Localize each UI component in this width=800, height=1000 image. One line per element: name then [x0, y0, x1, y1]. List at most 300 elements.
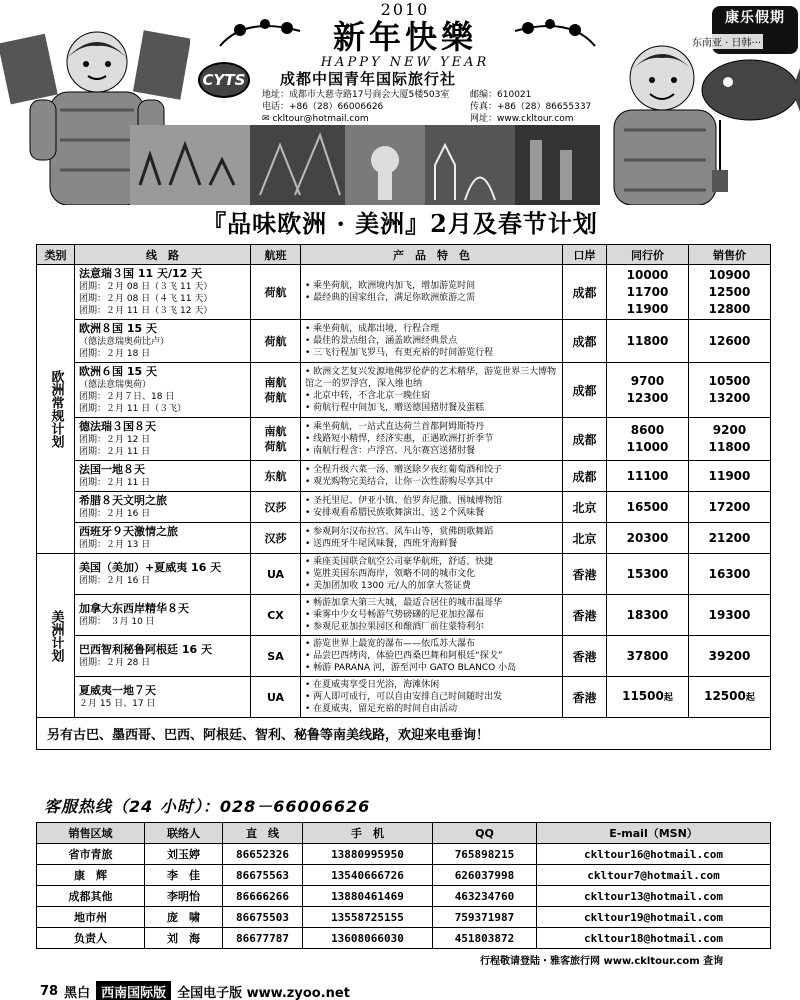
route-detail: 团期：２月 12 日 — [79, 435, 151, 445]
feature-item — [305, 433, 558, 445]
route-name: 法国一地８天 — [79, 463, 145, 476]
contact-header-cell: 直 线 — [223, 823, 303, 844]
airline-cell — [251, 461, 301, 492]
bullet-icon: • — [305, 403, 314, 413]
feature-text: 乘座美国联合航空公司豪华航班，舒适、快捷 — [313, 557, 494, 567]
port-cell: 成都 — [563, 320, 607, 363]
airline-name: UA — [266, 690, 285, 704]
airline-name: 荷航 — [264, 440, 287, 453]
feature-item — [305, 556, 558, 568]
address-line: 地址：成都市大慈寺路17号商会大厦5楼503室 — [262, 90, 450, 100]
peer-price-cell — [607, 677, 689, 718]
feature-text: 参观尼亚加拉果园区和酿酒厂前往蒙特利尔 — [313, 622, 485, 632]
feature-text: 在夏威夷享受日光浴，海滩休闲 — [313, 680, 440, 690]
postcode-line: 邮编：610021 — [470, 90, 532, 100]
price-value: 15300 — [626, 566, 669, 581]
port-cell: 香港 — [563, 595, 607, 636]
feature-text: 荷航行程中间加飞，赠送德国猪肘餐及蛋糕 — [313, 403, 485, 413]
header-peer-price: 同行价 — [607, 245, 689, 265]
feature-text: 游览世界上最宽的瀑布——依瓜苏大瀑布 — [313, 639, 476, 649]
landmark-photo-strip — [130, 125, 600, 205]
mail-icon: ✉ — [262, 114, 273, 124]
price-value: 11900 — [708, 468, 751, 483]
airline-cell — [251, 492, 301, 523]
feature-item — [305, 495, 558, 507]
feature-item — [305, 538, 558, 550]
airline-name: 南航 — [264, 425, 287, 438]
feature-item — [305, 421, 558, 433]
price-value: 16300 — [708, 566, 751, 581]
header-retail-price: 销售价 — [689, 245, 771, 265]
contact-row — [37, 907, 771, 928]
feature-item — [305, 609, 558, 621]
brand-subtitle: 东南亚 · 日韩··· — [690, 34, 763, 49]
plum-blossom-right-decoration — [510, 6, 600, 56]
price-value: 11700 — [626, 284, 669, 299]
itinerary-row — [37, 492, 771, 523]
features-cell — [301, 636, 563, 677]
bullet-icon: • — [305, 281, 314, 291]
retail-price — [689, 566, 770, 583]
itinerary-row — [37, 677, 771, 718]
category-cell — [37, 554, 75, 718]
direct-line: 86675503 — [223, 907, 303, 928]
airline-name: CX — [267, 608, 284, 622]
peer-price-cell — [607, 363, 689, 418]
feature-text: 送西班牙牛尾风味餐，西班牙海鲜餐 — [313, 539, 458, 549]
sales-region: 省市青旅 — [37, 844, 145, 865]
feature-item — [305, 568, 558, 580]
bullet-icon: • — [305, 324, 314, 334]
features-cell — [301, 320, 563, 363]
contact-header-cell: 手 机 — [303, 823, 433, 844]
feature-text: 南航行程含：卢浮宫、凡尔赛宫送猪肘餐 — [313, 446, 476, 456]
retail-price — [689, 648, 770, 665]
retail-price-cell — [689, 523, 771, 554]
email-value: ckltour@hotmail.com — [272, 114, 369, 124]
route-cell — [75, 461, 251, 492]
page-number: 78 — [40, 983, 59, 999]
national-edition: 全国电子版 www.zyoo.net — [177, 985, 350, 1000]
peer-price — [607, 390, 688, 407]
bullet-icon: • — [305, 569, 314, 579]
website-note: 行程敬请登陆・雅客旅行网 www.ckltour.com 查询 — [480, 956, 724, 967]
postcode-value: 610021 — [497, 90, 532, 100]
price-value: 16500 — [626, 499, 669, 514]
route-cell — [75, 554, 251, 595]
peer-price — [607, 607, 688, 624]
bullet-icon: • — [305, 422, 314, 432]
bullet-icon: • — [305, 692, 314, 702]
feature-text: 北京中转，不含北京一晚住宿 — [313, 391, 431, 401]
port-cell: 香港 — [563, 636, 607, 677]
contact-table-body — [37, 844, 771, 949]
peer-price-cell — [607, 636, 689, 677]
bullet-icon: • — [305, 704, 314, 714]
edition-tag: 西南国际版 — [96, 981, 171, 1000]
port-cell: 成都 — [563, 461, 607, 492]
header-airline: 航班 — [251, 245, 301, 265]
qq-number: 463234760 — [433, 886, 537, 907]
mobile: 13880995950 — [303, 844, 433, 865]
route-detail: （德法意瑞奥荷比卢） — [79, 337, 170, 347]
airline-name: 荷航 — [264, 334, 287, 348]
route-detail: 团期：２月 11 日 — [79, 447, 151, 457]
route-cell — [75, 523, 251, 554]
feature-item — [305, 526, 558, 538]
retail-price — [689, 688, 770, 707]
features-cell — [301, 523, 563, 554]
bullet-icon: • — [305, 539, 314, 549]
route-detail: 团期：２月 13 日 — [79, 540, 151, 550]
bullet-icon: • — [305, 508, 314, 518]
route-detail: 团期：２月７日、18 日 — [79, 392, 175, 402]
bullet-icon: • — [305, 336, 314, 346]
itinerary-row — [37, 595, 771, 636]
price-value: 9700 — [630, 374, 665, 388]
email-address[interactable]: ckltour19@hotmail.com — [537, 907, 771, 928]
itinerary-row — [37, 320, 771, 363]
features-cell — [301, 492, 563, 523]
retail-price-cell — [689, 320, 771, 363]
feature-text: 在夏威夷，留足充裕的时间自由活动 — [313, 704, 458, 714]
price-suffix: 起 — [745, 692, 755, 703]
feature-text: 线路短小精悍，经济实惠，正遇欧洲打折季节 — [313, 434, 494, 444]
price-value: 18300 — [626, 607, 669, 622]
peer-price — [607, 422, 688, 439]
airline-name: 荷航 — [264, 391, 287, 404]
price-value: 12500 — [704, 688, 746, 703]
retail-price — [689, 499, 770, 516]
direct-line: 86666266 — [223, 886, 303, 907]
itinerary-row — [37, 461, 771, 492]
feature-item — [305, 335, 558, 347]
airline-name: 南航 — [264, 376, 287, 389]
price-value: 37800 — [626, 648, 669, 663]
airline-name: 汉莎 — [264, 531, 287, 545]
website-line: 网址：www.ckltour.com — [470, 114, 574, 124]
retail-price-cell — [689, 418, 771, 461]
bullet-icon: • — [305, 598, 314, 608]
retail-price-cell — [689, 461, 771, 492]
feature-text: 览胜美国东西海岸，领略不同的城市文化 — [313, 569, 476, 579]
route-name: 法意瑞３国 11 天/12 天 — [79, 267, 203, 280]
airline-name: UA — [266, 567, 285, 581]
price-value: 12800 — [708, 301, 751, 316]
email-address[interactable]: ckltour13@hotmail.com — [537, 886, 771, 907]
feature-text: 乘坐荷航，成都出境，行程合理 — [313, 324, 440, 334]
airline-cell — [251, 636, 301, 677]
feature-text: 乘雾中少女号畅游气势磅礴的尼亚加拉瀑布 — [313, 610, 485, 620]
print-color: 黑白 — [64, 985, 91, 1000]
itinerary-table-wrapper — [36, 244, 770, 750]
phone-value: +86（28）66006626 — [289, 102, 384, 112]
airline-name: 汉莎 — [264, 500, 287, 514]
mobile: 13558725155 — [303, 907, 433, 928]
itinerary-table — [36, 244, 771, 750]
retail-price — [689, 301, 770, 318]
features-cell — [301, 265, 563, 320]
route-detail: 团期：２月 11 日（３飞 12 天） — [79, 306, 213, 316]
bullet-icon: • — [305, 663, 314, 673]
airline-cell — [251, 320, 301, 363]
bullet-icon: • — [305, 348, 314, 358]
contact-table-wrapper — [36, 822, 770, 949]
peer-price — [607, 439, 688, 456]
itinerary-row — [37, 554, 771, 595]
email-address[interactable]: ckltour16@hotmail.com — [537, 844, 771, 865]
itinerary-row — [37, 363, 771, 418]
bullet-icon: • — [305, 622, 314, 632]
route-name: 加拿大东西岸精华８天 — [79, 602, 189, 615]
features-cell — [301, 677, 563, 718]
feature-text: 欧洲文艺复兴发源地佛罗伦萨的艺术精华，游览世界三大博物馆之一的罗浮宫，深入维也纳 — [305, 367, 557, 389]
airline-name: 东航 — [264, 469, 287, 483]
note-row — [37, 718, 771, 750]
contact-header-cell: 联络人 — [145, 823, 223, 844]
route-detail: 团期：２月 11 日 — [79, 478, 151, 488]
feature-item — [305, 347, 558, 359]
features-cell — [301, 363, 563, 418]
retail-price-cell — [689, 595, 771, 636]
header-features: 产 品 特 色 — [301, 245, 563, 265]
price-value: 19300 — [708, 607, 751, 622]
port-cell: 北京 — [563, 492, 607, 523]
price-value: 12500 — [708, 284, 751, 299]
route-cell — [75, 492, 251, 523]
feature-text: 两人即可成行，可以自由安排自己时间随时出发 — [313, 692, 503, 702]
email-line — [262, 113, 369, 125]
brand-name: 康乐假期 — [725, 10, 785, 26]
retail-price — [689, 468, 770, 485]
contact-row — [37, 844, 771, 865]
feature-text: 参观阿尔汉布拉宫、风车山等，赏佛朗歌舞蹈 — [313, 527, 494, 537]
sales-region: 地市州 — [37, 907, 145, 928]
website-value[interactable]: www.ckltour.com — [497, 114, 574, 124]
price-value: 20300 — [626, 530, 669, 545]
bullet-icon: • — [305, 293, 314, 303]
route-cell — [75, 320, 251, 363]
peer-price — [607, 499, 688, 516]
bullet-icon: • — [305, 496, 314, 506]
contact-header-cell: QQ — [433, 823, 537, 844]
peer-price-cell — [607, 320, 689, 363]
airline-cell — [251, 554, 301, 595]
feature-item — [305, 580, 558, 592]
feature-item — [305, 323, 558, 335]
price-value: 8600 — [630, 423, 665, 437]
peer-price — [607, 333, 688, 350]
port-cell: 成都 — [563, 363, 607, 418]
direct-line: 86677787 — [223, 928, 303, 949]
sales-region: 成都其他 — [37, 886, 145, 907]
contact-person: 刘 海 — [145, 928, 223, 949]
feature-text: 乘坐荷航，一站式直达荷兰首都阿姆斯特丹 — [313, 422, 485, 432]
email-address[interactable]: ckltour18@hotmail.com — [537, 928, 771, 949]
contact-header-cell: E-mail（MSN） — [537, 823, 771, 844]
feature-text: 美加团加收 1300 元/人的加拿大签证费 — [313, 581, 471, 591]
price-value: 21200 — [708, 530, 751, 545]
route-name: 欧洲８国 15 天 — [79, 322, 157, 335]
feature-text: 安排观看希腊民族歌舞演出、送２个风味餐 — [313, 508, 485, 518]
price-value: 13200 — [708, 391, 751, 405]
price-value: 10000 — [626, 267, 669, 282]
route-detail: 团期： ３月 10 日 — [79, 617, 155, 627]
airline-cell — [251, 363, 301, 418]
feature-text: 品尝巴西烤肉，体验巴西桑巴舞和阿根廷“探戈” — [313, 651, 503, 661]
contact-row — [37, 865, 771, 886]
feature-text: 观光购物完美结合，让你一次性游购尽享其中 — [313, 477, 494, 487]
port-cell: 成都 — [563, 265, 607, 320]
peer-price — [607, 267, 688, 284]
retail-price-cell — [689, 265, 771, 320]
airline-cell — [251, 265, 301, 320]
price-value: 9200 — [712, 423, 747, 437]
contact-header-cell: 销售区域 — [37, 823, 145, 844]
peer-price — [607, 688, 688, 707]
route-detail: ２月 15 日、17 日 — [79, 699, 156, 709]
bullet-icon: • — [305, 367, 314, 377]
peer-price — [607, 284, 688, 301]
mobile: 13880461469 — [303, 886, 433, 907]
retail-price — [689, 267, 770, 284]
category-label: 美洲计划 — [48, 609, 64, 662]
email-address[interactable]: ckltour7@hotmail.com — [537, 865, 771, 886]
address-value: 成都市大慈寺路17号商会大厦5楼503室 — [289, 90, 450, 100]
contact-header-row — [37, 823, 771, 844]
route-detail: 团期：２月 18 日 — [79, 349, 151, 359]
feature-text: 最经典的国家组合，满足你欧洲旅游之需 — [313, 293, 476, 303]
bullet-icon: • — [305, 391, 314, 401]
header-port: 口岸 — [563, 245, 607, 265]
mobile: 13540666726 — [303, 865, 433, 886]
page-footer — [40, 982, 350, 1000]
feature-item — [305, 390, 558, 402]
direct-line: 86675563 — [223, 865, 303, 886]
retail-price — [689, 439, 770, 456]
direct-line: 86652326 — [223, 844, 303, 865]
contact-person: 李明怡 — [145, 886, 223, 907]
year-text: 2010 — [380, 0, 430, 19]
price-value: 10900 — [708, 267, 751, 282]
contact-row — [37, 886, 771, 907]
itinerary-table-body — [37, 265, 771, 750]
retail-price — [689, 333, 770, 350]
features-cell — [301, 418, 563, 461]
bullet-icon: • — [305, 557, 314, 567]
feature-text: 全程升级六菜一汤、赠送除夕夜红葡萄酒和饺子 — [313, 465, 503, 475]
airline-cell — [251, 595, 301, 636]
price-value: 12300 — [626, 391, 669, 405]
itinerary-row — [37, 418, 771, 461]
route-detail: 团期：２月 28 日 — [79, 658, 151, 668]
airline-name: SA — [267, 649, 284, 663]
airline-cell — [251, 418, 301, 461]
port-cell: 北京 — [563, 523, 607, 554]
feature-text: 圣托里尼、伊亚小镇、伯罗奔尼撒、围城博物馆 — [313, 496, 503, 506]
feature-text: 三飞行程加飞罗马，有更充裕的时间游览行程 — [313, 348, 494, 358]
mobile: 13608066030 — [303, 928, 433, 949]
feature-item — [305, 638, 558, 650]
plan-title: 『品味欧洲 · 美洲』2月及春节计划 — [202, 209, 598, 238]
retail-price — [689, 422, 770, 439]
contact-person: 庞 啸 — [145, 907, 223, 928]
price-value: 11100 — [626, 468, 669, 483]
fax-value: +86（28）86655337 — [497, 102, 592, 112]
features-cell — [301, 595, 563, 636]
route-detail: （德法意瑞奥荷） — [79, 380, 152, 390]
peer-price-cell — [607, 461, 689, 492]
retail-price-cell — [689, 363, 771, 418]
feature-item — [305, 691, 558, 703]
route-cell — [75, 677, 251, 718]
route-cell — [75, 595, 251, 636]
route-cell — [75, 418, 251, 461]
table-header-row — [37, 245, 771, 265]
retail-price — [689, 607, 770, 624]
feature-item — [305, 292, 558, 304]
bullet-icon: • — [305, 477, 314, 487]
route-detail: 团期：２月 16 日 — [79, 509, 151, 519]
itinerary-row — [37, 265, 771, 320]
price-value: 11800 — [626, 333, 669, 348]
peer-price — [607, 566, 688, 583]
peer-price-cell — [607, 492, 689, 523]
route-detail: 团期：２月 08 日（３飞 11 天） — [79, 282, 213, 292]
sales-region: 康 辉 — [37, 865, 145, 886]
new-year-cn: 新年快樂 — [332, 18, 477, 56]
feature-item — [305, 597, 558, 609]
feature-text: 乘坐荷航，欧洲境内加飞，增加游览时间 — [313, 281, 476, 291]
peer-price-cell — [607, 265, 689, 320]
peer-price-cell — [607, 595, 689, 636]
route-name: 希腊８天文明之旅 — [79, 494, 167, 507]
itinerary-row — [37, 636, 771, 677]
itinerary-row — [37, 523, 771, 554]
feature-item — [305, 464, 558, 476]
route-name: 巴西智利秘鲁阿根廷 16 天 — [79, 643, 212, 656]
sales-region: 负责人 — [37, 928, 145, 949]
category-label: 欧洲常规计划 — [48, 370, 64, 448]
header-route: 线 路 — [75, 245, 251, 265]
note-text: 另有古巴、墨西哥、巴西、阿根廷、智利、秘鲁等南美线路，欢迎来电垂询！ — [37, 718, 771, 750]
route-name: 夏威夷一地７天 — [79, 684, 156, 697]
peer-price-cell — [607, 554, 689, 595]
route-name: 德法瑞３国８天 — [79, 420, 156, 433]
feature-text: 畅游 PARANA 河，游至河中 GATO BLANCO 小岛 — [313, 663, 517, 673]
contact-row — [37, 928, 771, 949]
route-detail: 团期：２月 11 日（３飞） — [79, 404, 187, 414]
plum-blossom-left-decoration — [215, 6, 305, 56]
peer-price — [607, 301, 688, 318]
bullet-icon: • — [305, 610, 314, 620]
feature-item — [305, 621, 558, 633]
contact-person: 李 佳 — [145, 865, 223, 886]
retail-price — [689, 530, 770, 547]
peer-price — [607, 373, 688, 390]
price-value: 12600 — [708, 333, 751, 348]
route-name: 西班牙９天激情之旅 — [79, 525, 178, 538]
bullet-icon: • — [305, 651, 314, 661]
route-name: 美国（美加）+夏威夷 16 天 — [79, 561, 222, 574]
price-value: 10500 — [708, 374, 751, 388]
bullet-icon: • — [305, 465, 314, 475]
peer-price-cell — [607, 418, 689, 461]
peer-price — [607, 530, 688, 547]
phone-line: 电话：+86（28）66006626 — [262, 102, 384, 112]
price-value: 11800 — [708, 440, 751, 454]
price-suffix: 起 — [663, 692, 673, 703]
